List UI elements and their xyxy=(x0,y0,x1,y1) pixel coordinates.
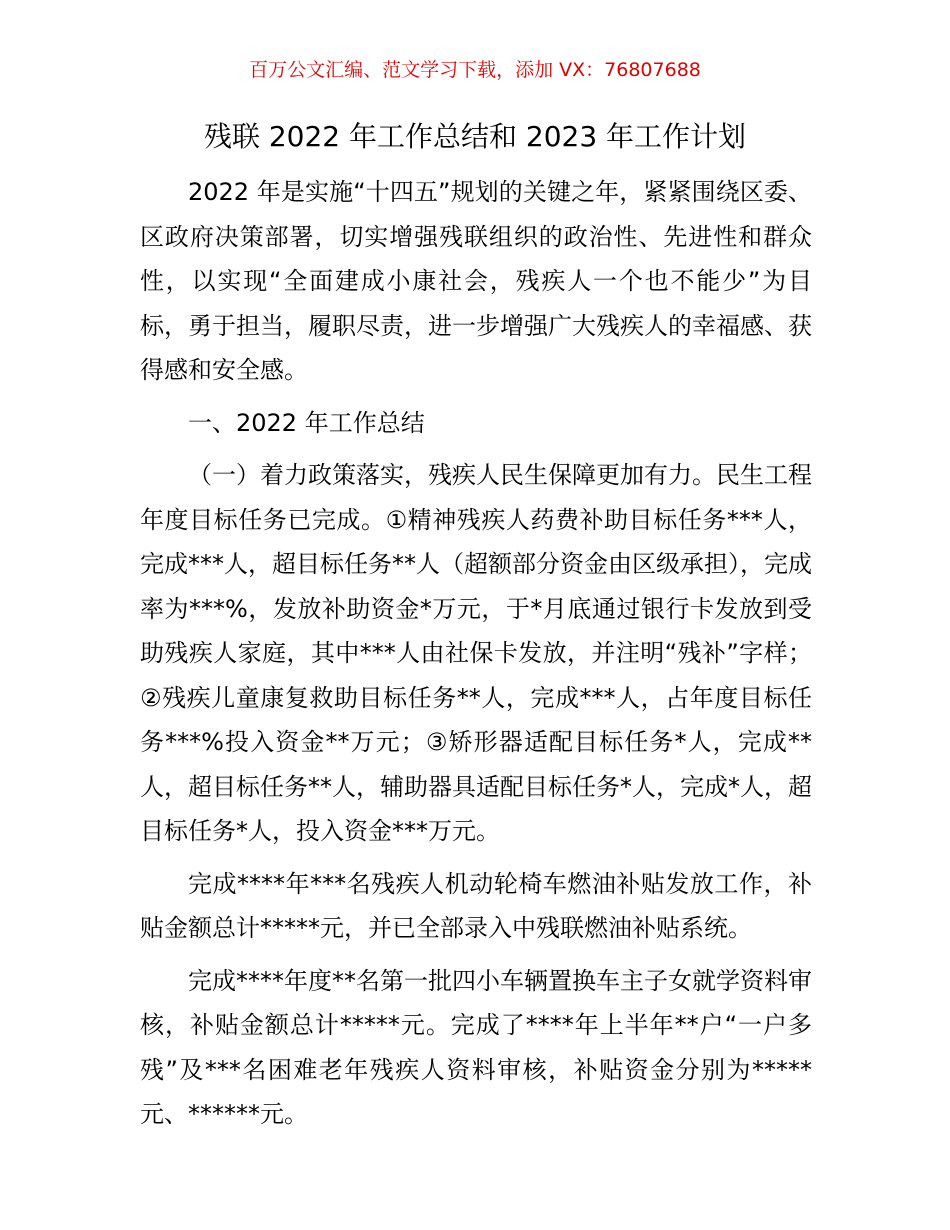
body-paragraph: 完成****年***名残疾人机动轮椅车燃油补贴发放工作，补贴金额总计*****元，并已全部录入中残联燃油补贴系统。 xyxy=(140,869,812,942)
header-banner: 百万公文汇编、范文学习下载，添加 VX：76807688 xyxy=(249,59,701,81)
document-body xyxy=(140,170,812,1145)
intro-paragraph: 2022 年是实施“十四五”规划的关键之年，紧紧围绕区委、区政府决策部署，切实增强残联组织的政治性、先进性和群众性，以实现“全面建成小康社会，残疾人一个也不能少”为目标，勇于担当，履职尽责，进一步增强广大残疾人的幸福感、获得感和安全感。 xyxy=(140,178,812,384)
section-heading: 一、2022 年工作总结 xyxy=(188,408,425,437)
document-title: 残联 2022 年工作总结和 2023 年工作计划 xyxy=(203,120,747,153)
body-paragraph: （一）着力政策落实，残疾人民生保障更加有力。民生工程年度目标任务已完成。①精神残疾人药费补助目标任务***人，完成***人，超目标任务**人（超额部分资金由区级承担），完成率为***%，发放补助资金*万元，于*月底通过银行卡发放到受助残疾人家庭，其中***人由社保卡发放，并注明“残补”字样；②残疾儿童康复救助目标任务**人，完成***人，占年度目标任务***%投入资金**万元；③矫形器适配目标任务*人，完成**人，超目标任务**人，辅助器具适配目标任务*人，完成*人，超目标任务*人，投入资金***万元。 xyxy=(140,461,812,845)
body-paragraph: 完成****年度**名第一批四小车辆置换车主子女就学资料审核，补贴金额总计*****元。完成了****年上半年**户“一户多残”及***名困难老年残疾人资料审核，补贴资金分别为*****元、******元。 xyxy=(140,966,812,1128)
